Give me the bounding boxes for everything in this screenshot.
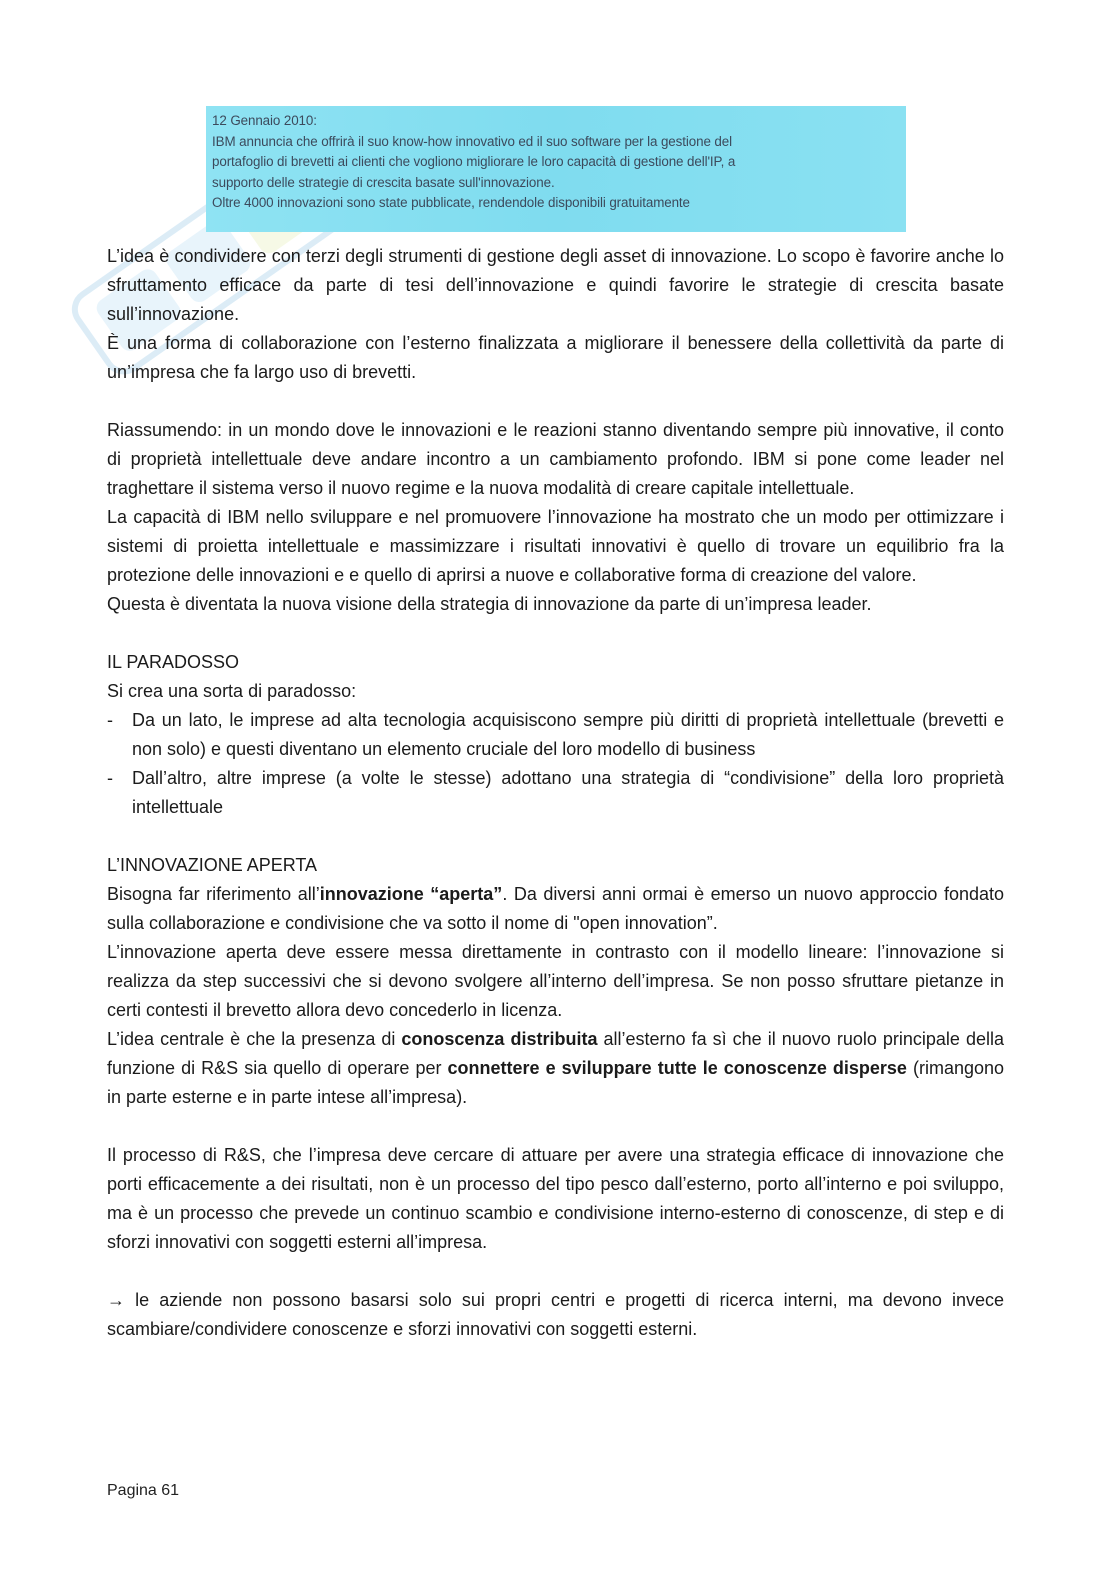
paragraph: L’innovazione aperta deve essere messa direttamente in contrasto con il modello lineare: l’innovazione si realizza da step successivi che si devono svolgere all’interno dell’impresa. Se non posso sfruttare pietanze in certi contesti il brevetto allora devo concederlo in licenza. — [107, 942, 1004, 1020]
text-run: L’idea centrale è che la presenza di — [107, 1029, 402, 1049]
paragraph: Si crea una sorta di paradosso: — [107, 681, 357, 701]
dash-bullet: - — [107, 710, 113, 730]
callout-date: 12 Gennaio 2010: — [212, 113, 317, 128]
paragraph: Riassumendo: in un mondo dove le innovazioni e le reazioni stanno diventando sempre più innovative, il conto di proprietà intellettuale deve andare incontro a un cambiamento profondo. IBM si pone come leader nel traghettare il sistema verso il nuovo regime e la nuova modalità di creare capitale intellettuale. — [107, 420, 1004, 498]
page-number: Pagina 61 — [107, 1482, 180, 1499]
paragraph: L’idea è condividere con terzi degli strumenti di gestione degli asset di innovazione. Lo scopo è favorire anche lo sfruttamento efficace da parte di tesi dell’innovazione e quindi favorire le strategie di crescita basate sull’innovazione. — [107, 246, 1004, 324]
paragraph: La capacità di IBM nello sviluppare e nel promuovere l’innovazione ha mostrato che un modo per ottimizzare i sistemi di proietta intellettuale e massimizzare i risultati innovativi è quello di trovare un equilibrio fra la protezione delle innovazioni e e quello di aprirsi a nuove e collaborative forma di creazione del valore. — [107, 507, 1004, 585]
text-run: Bisogna far riferimento all’ — [107, 884, 320, 904]
callout-line: supporto delle strategie di crescita basate sull'innovazione. — [212, 174, 555, 190]
arrow-icon: → — [107, 1290, 125, 1310]
paragraph: Il processo di R&S, che l’impresa deve cercare di attuare per avere una strategia efficace di innovazione che porti efficacemente a dei risultati, non è un processo del tipo pesco dall’esterno, porto all’interno e poi sviluppo, ma è un processo che prevede un continuo scambio e condivisione interno-esterno di conoscenze, di step e di sforzi innovativi con soggetti esterni all’impresa. — [107, 1145, 1004, 1252]
paragraph — [107, 1025, 1004, 1112]
text-run: (rimangono in parte esterne e in parte intese all’impresa). — [107, 1058, 1005, 1107]
bold-term: connettere e sviluppare tutte le conoscenze disperse — [447, 1058, 907, 1078]
callout-line: portafoglio di brevetti ai clienti che vogliono migliorare le loro capacità di gestione dell'IP, a — [212, 154, 736, 169]
dash-bullet: - — [107, 768, 113, 788]
section-heading-paradosso: IL PARADOSSO — [107, 652, 240, 672]
bold-term: conoscenza distribuita — [401, 1029, 598, 1049]
paradox-list — [107, 706, 1004, 822]
list-item-text: Dall’altro, altre imprese (a volte le stesse) adottano una strategia di “condivisione” della loro proprietà intellettuale — [132, 768, 1004, 817]
callout-line: IBM annuncia che offrirà il suo know-how innovativo ed il suo software per la gestione del — [212, 133, 732, 149]
page-content — [107, 242, 1004, 1344]
list-item-text: Da un lato, le imprese ad alta tecnologia acquisiscono sempre più diritti di proprietà intellettuale (brevetti e non solo) e questi diventano un elemento cruciale del loro modello di business — [132, 710, 1004, 759]
bold-term: innovazione “aperta” — [319, 884, 503, 904]
list-item — [107, 706, 1004, 764]
text-run: le aziende non possono basarsi solo sui propri centri e progetti di ricerca interni, ma devono invece scambiare/condividere conoscenze e sforzi innovativi con soggetti esterni. — [107, 1290, 1004, 1339]
callout-line: Oltre 4000 innovazioni sono state pubblicate, rendendole disponibili gratuitamente — [212, 195, 690, 210]
section-heading-innovazione: L’INNOVAZIONE APERTA — [107, 855, 318, 875]
text-run: all’esterno fa sì che il nuovo ruolo principale della funzione di R&S sia quello di operare per — [107, 1029, 1004, 1078]
ibm-announcement-callout — [206, 106, 906, 232]
paragraph: Questa è diventata la nuova visione della strategia di innovazione da parte di un’impresa leader. — [107, 594, 872, 614]
list-item — [107, 764, 1004, 822]
text-run: . Da diversi anni ormai è emerso un nuovo approccio fondato sulla collaborazione e condivisione che va sotto il nome di "open innovation”. — [107, 884, 1004, 933]
paragraph: È una forma di collaborazione con l’esterno finalizzata a migliorare il benessere della collettività da parte di un’impresa che fa largo uso di brevetti. — [107, 333, 1004, 382]
paragraph — [107, 880, 1004, 938]
paragraph — [107, 1286, 1004, 1344]
